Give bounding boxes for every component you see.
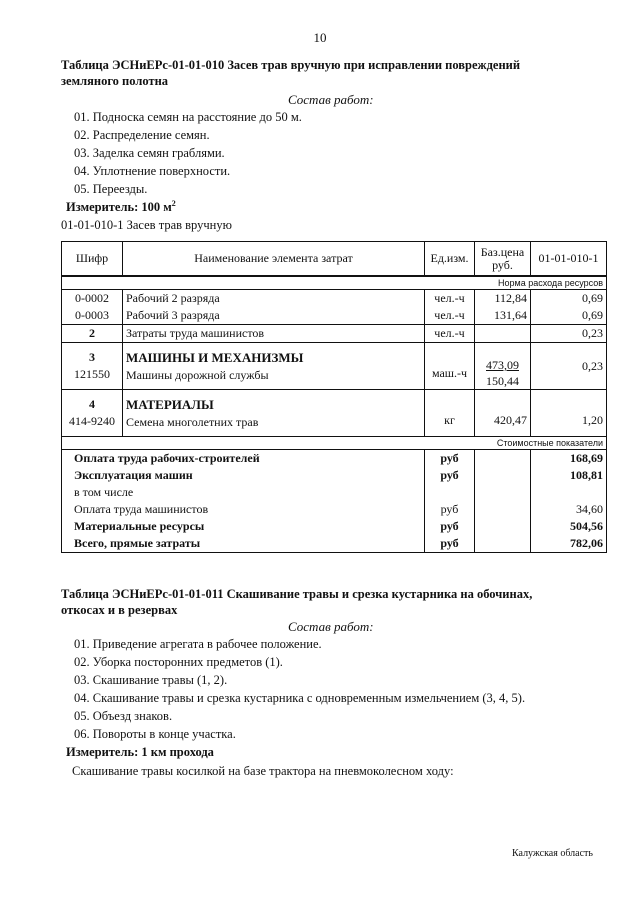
total-unit [425, 484, 475, 501]
total-row [62, 518, 607, 535]
machines-names [123, 343, 425, 390]
machines-group-name: МАШИНЫ И МЕХАНИЗМЫ [126, 349, 304, 365]
row-price: 131,64 [475, 307, 531, 325]
band-norm-row [62, 276, 607, 290]
total-unit: руб [425, 501, 475, 518]
work-item: 03. Заделка семян граблями. [74, 146, 225, 160]
total-empty [475, 484, 531, 501]
total-value: 504,56 [531, 518, 607, 535]
band-cost-row [62, 437, 607, 450]
total-unit: руб [425, 450, 475, 468]
total-name: в том числе [62, 484, 425, 501]
work-item: 05. Переезды. [74, 182, 148, 196]
total-value: 34,60 [531, 501, 607, 518]
machines-code: 121550 [74, 367, 110, 381]
row-code: 2 [62, 325, 123, 343]
total-row [62, 467, 607, 484]
work-item: 04. Уплотнение поверхности. [74, 164, 231, 178]
work-item: 03. Скашивание травы (1, 2). [74, 673, 228, 687]
total-empty [475, 501, 531, 518]
total-empty [475, 450, 531, 468]
row-name: Рабочий 3 разряда [123, 307, 425, 325]
total-unit: руб [425, 518, 475, 535]
table1-meter [66, 199, 176, 215]
total-empty [475, 467, 531, 484]
total-row [62, 501, 607, 518]
total-name: Эксплуатация машин [62, 467, 425, 484]
work-item: 04. Скашивание травы и срезка кустарника с одновременным измельчением (3, 4, 5). [74, 691, 526, 705]
table2-subtitle: Состав работ: [288, 619, 374, 634]
table2-description: Скашивание травы косилкой на базе трактора на пневмоколесном ходу: [72, 764, 454, 778]
row-code: 0-0002 [62, 290, 123, 308]
total-name: Оплата труда машинистов [62, 501, 425, 518]
row-name: Рабочий 2 разряда [123, 290, 425, 308]
materials-group-name: МАТЕРИАЛЫ [126, 396, 214, 412]
materials-code: 414-9240 [69, 414, 115, 428]
machines-codes [62, 343, 123, 390]
total-name: Материальные ресурсы [62, 518, 425, 535]
row-code: 0-0003 [62, 307, 123, 325]
header-code: Шифр [62, 242, 123, 277]
materials-codes [62, 390, 123, 437]
materials-value: 1,20 [531, 390, 607, 437]
total-name: Всего, прямые затраты [62, 535, 425, 553]
total-value: 108,81 [531, 467, 607, 484]
machines-name: Машины дорожной службы [126, 367, 269, 382]
header-price-line1: Баз.цена [480, 244, 525, 259]
row-value: 0,23 [531, 325, 607, 343]
machines-unit: маш.-ч [425, 343, 475, 390]
table-header-row [62, 242, 607, 277]
row-unit: чел.-ч [425, 325, 475, 343]
total-name: Оплата труда рабочих-строителей [62, 450, 425, 468]
total-value: 168,69 [531, 450, 607, 468]
meter-label: Измеритель: 100 м [66, 200, 172, 215]
row-price: 112,84 [475, 290, 531, 308]
work-item: 05. Объезд знаков. [74, 709, 173, 723]
machines-price [475, 343, 531, 390]
work-item: 06. Повороты в конце участка. [74, 727, 236, 741]
resource-table [61, 241, 607, 553]
total-unit: руб [425, 467, 475, 484]
total-unit: руб [425, 535, 475, 553]
table1-subtitle: Состав работ: [288, 92, 374, 107]
total-row [62, 535, 607, 553]
table1-code-line: 01-01-010-1 Засев трав вручную [61, 218, 232, 232]
total-row [62, 450, 607, 468]
machines-price-top: 473,09 [486, 358, 519, 372]
row-value: 0,69 [531, 290, 607, 308]
table1-title: Таблица ЭСНиЕРс-01-01-010 Засев трав вручную при исправлении повреждений земляного полотна [61, 58, 521, 88]
table-row [62, 290, 607, 308]
materials-price: 420,47 [475, 390, 531, 437]
total-value [531, 484, 607, 501]
footer-region: Калужская область [512, 848, 593, 859]
row-unit: чел.-ч [425, 290, 475, 308]
total-row [62, 484, 607, 501]
total-empty [475, 518, 531, 535]
row-name: Затраты труда машинистов [123, 325, 425, 343]
header-norm: 01-01-010-1 [531, 242, 607, 277]
table2-title: Таблица ЭСНиЕРс-01-01-011 Скашивание травы и срезка кустарника на обочинах, откосах и в резервах [61, 587, 533, 617]
band-cost: Стоимостные показатели [62, 437, 607, 450]
machines-value: 0,23 [531, 343, 607, 390]
machines-group-code: 3 [89, 350, 95, 364]
work-item: 01. Подноска семян на расстояние до 50 м. [74, 110, 302, 124]
row-value: 0,69 [531, 307, 607, 325]
table2-meter: Измеритель: 1 км прохода [66, 745, 214, 759]
row-unit: чел.-ч [425, 307, 475, 325]
work-item: 02. Распределение семян. [74, 128, 210, 142]
header-price-line2: руб. [492, 257, 513, 272]
total-empty [475, 535, 531, 553]
meter-sup: 2 [171, 199, 176, 208]
machines-price-bottom: 150,44 [486, 374, 519, 388]
header-name: Наименование элемента затрат [123, 242, 425, 277]
materials-name: Семена многолетних трав [126, 414, 259, 429]
row-price [475, 325, 531, 343]
work-item: 01. Приведение агрегата в рабочее положение. [74, 637, 322, 651]
machines-row [62, 343, 607, 390]
header-price [475, 242, 531, 277]
materials-row [62, 390, 607, 437]
materials-unit: кг [425, 390, 475, 437]
page-number: 10 [313, 30, 327, 45]
materials-names [123, 390, 425, 437]
table-row [62, 325, 607, 343]
header-unit: Ед.изм. [425, 242, 475, 277]
band-norm: Норма расхода ресурсов [62, 276, 607, 290]
work-item: 02. Уборка посторонних предметов (1). [74, 655, 283, 669]
materials-group-code: 4 [89, 397, 95, 411]
total-value: 782,06 [531, 535, 607, 553]
table-row [62, 307, 607, 325]
